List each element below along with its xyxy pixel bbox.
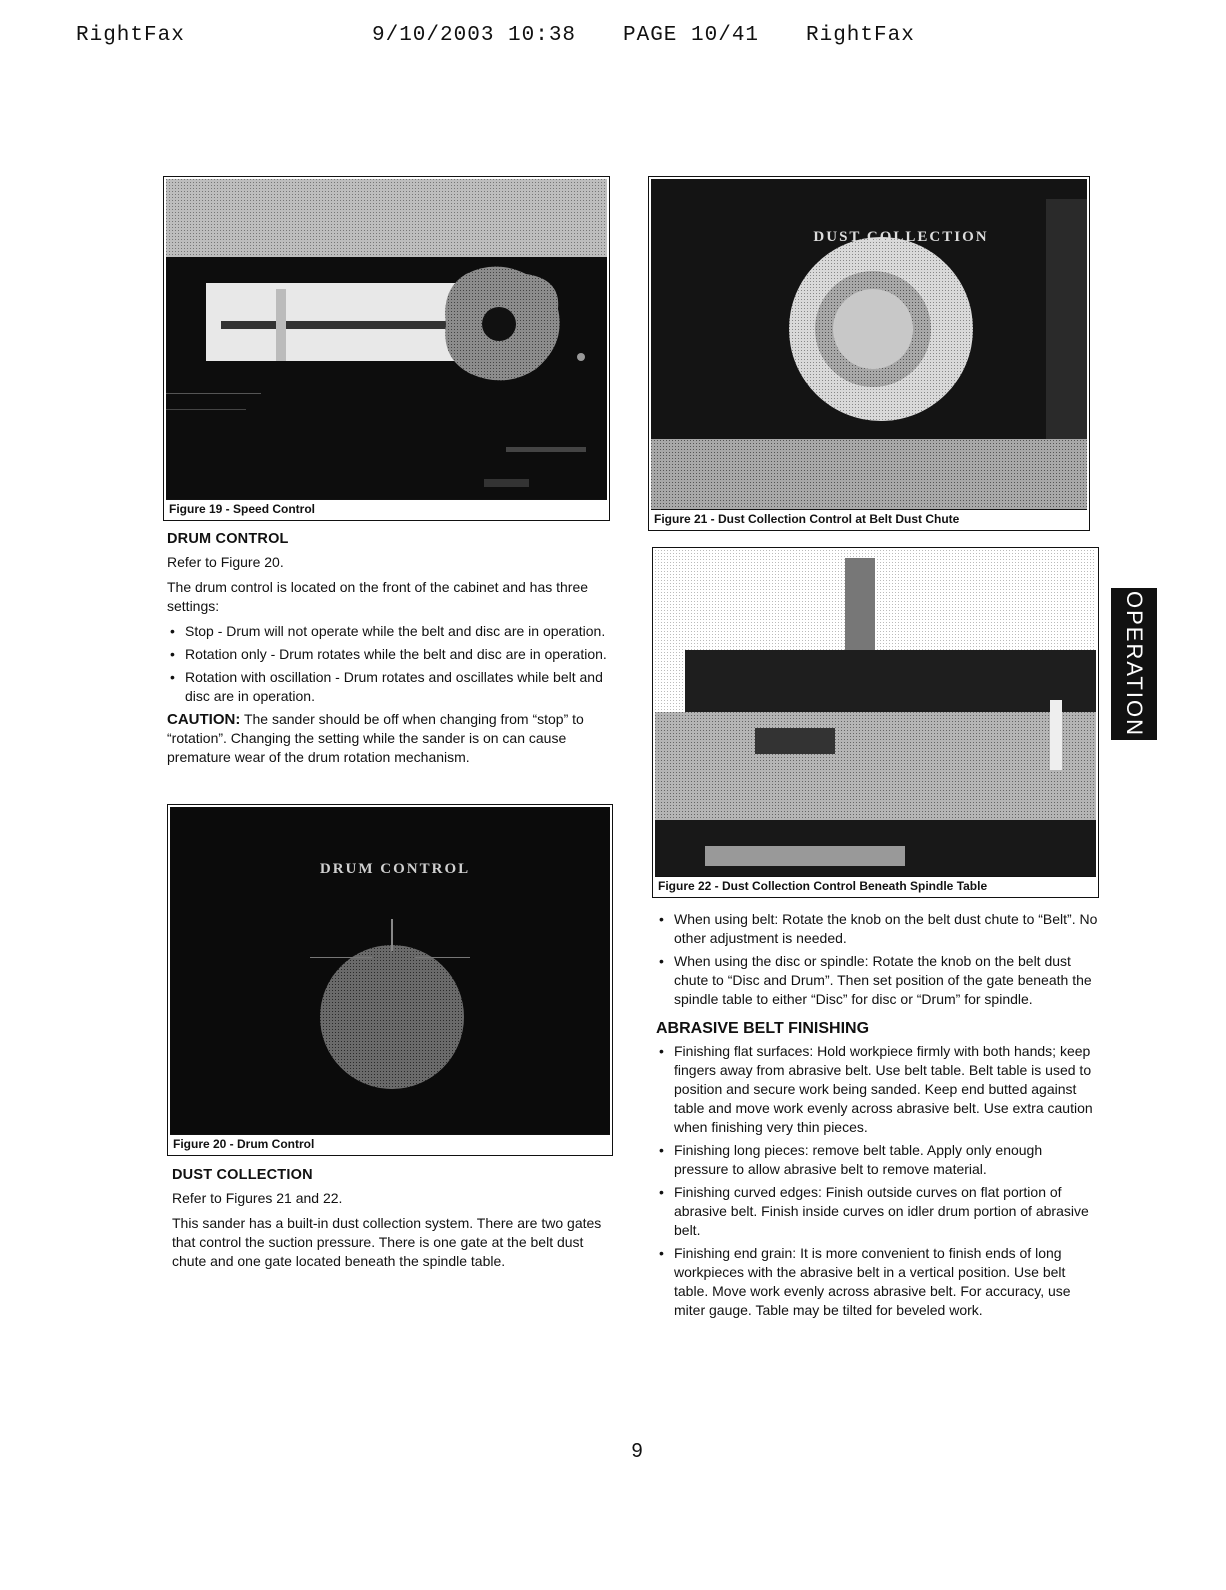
figure-22-caption: Figure 22 - Dust Collection Control Beneath Spindle Table <box>655 876 1096 895</box>
drum-control-section <box>167 530 612 767</box>
fax-sender-right: RightFax <box>806 24 915 47</box>
abrasive-belt-heading: ABRASIVE BELT FINISHING <box>656 1020 870 1037</box>
dust-collection-list <box>656 910 1098 1009</box>
drum-control-list <box>167 622 612 706</box>
page-number: 9 <box>631 1440 643 1462</box>
spindle-table-photo <box>655 550 1096 876</box>
abrasive-belt-list <box>656 1042 1098 1320</box>
figure-22 <box>652 547 1099 898</box>
figure-19 <box>163 176 610 521</box>
figure-21 <box>648 176 1090 531</box>
list-item: • Finishing long pieces: remove belt table. Apply only enough pressure to allow abrasive belt to remove material. <box>656 1141 1098 1179</box>
list-item: • Finishing end grain: It is more convenient to finish ends of long workpieces with the abrasive belt in a vertical position. Use belt table. Move work evenly across abrasive belt. For accuracy, use miter gauge. Table may be tilted for beveled work. <box>656 1244 1098 1320</box>
figure-19-caption: Figure 19 - Speed Control <box>166 499 607 518</box>
list-item: • When using belt: Rotate the knob on the belt dust chute to “Belt”. No other adjustment is needed. <box>656 910 1098 948</box>
caution-label: CAUTION: <box>167 711 241 728</box>
drum-control-ref: Refer to Figure 20. <box>167 554 284 570</box>
operation-side-tab <box>1111 588 1157 740</box>
caution-note <box>167 710 612 767</box>
fax-page-count: PAGE 10/41 <box>623 24 760 47</box>
right-column-text <box>656 910 1098 1324</box>
figure-20 <box>167 804 613 1156</box>
dust-collection-body: This sander has a built-in dust collection system. There are two gates that control the suction pressure. There is one gate at the belt dust chute and one gate located beneath the spindle table. <box>172 1215 602 1269</box>
list-item: • When using the disc or spindle: Rotate the knob on the belt dust chute to “Disc and Drum”. Then set position of the gate beneath the spindle table to either “Disc” for disc or “Drum” for spindle. <box>656 952 1098 1009</box>
figure-20-caption: Figure 20 - Drum Control <box>170 1134 610 1153</box>
fax-datetime: 9/10/2003 10:38 <box>372 24 577 47</box>
caution-text: The sander should be off when changing from “stop” to “rotation”. Changing the setting while the sander is on can cause premature wear of the drum rotation mechanism. <box>167 711 584 765</box>
drum-control-photo <box>170 807 610 1134</box>
list-item: • Finishing flat surfaces: Hold workpiece firmly with both hands; keep fingers away from abrasive belt. Use belt table. Belt table is used to position and secure work being sanded. Keep end butted against table and move work evenly across abrasive belt. Use extra caution when finishing very thin pieces. <box>656 1042 1098 1137</box>
speed-control-photo <box>166 179 607 499</box>
fax-sender-left: RightFax <box>76 24 185 47</box>
dust-collection-photo-label: DUST COLLECTION <box>813 229 989 245</box>
drum-control-heading: DRUM CONTROL <box>167 531 289 547</box>
dust-collection-photo <box>651 179 1087 509</box>
figure-21-caption: Figure 21 - Dust Collection Control at Belt Dust Chute <box>651 509 1087 528</box>
dust-collection-ref: Refer to Figures 21 and 22. <box>172 1190 343 1206</box>
drum-control-photo-label: DRUM CONTROL <box>319 861 471 877</box>
list-item: • Rotation with oscillation - Drum rotates and oscillates while belt and disc are in operation. <box>167 668 612 706</box>
side-tab-label: OPERATION <box>1122 591 1147 737</box>
dust-collection-section <box>172 1166 612 1277</box>
dust-collection-heading: DUST COLLECTION <box>172 1167 313 1183</box>
list-item: • Stop - Drum will not operate while the belt and disc are in operation. <box>167 622 612 641</box>
drum-control-intro: The drum control is located on the front of the cabinet and has three settings: <box>167 579 589 614</box>
list-item: • Finishing curved edges: Finish outside curves on flat portion of abrasive belt. Finish inside curves on idler drum portion of abrasive belt. <box>656 1183 1098 1240</box>
list-item: • Rotation only - Drum rotates while the belt and disc are in operation. <box>167 645 612 664</box>
fax-header <box>0 24 1226 54</box>
